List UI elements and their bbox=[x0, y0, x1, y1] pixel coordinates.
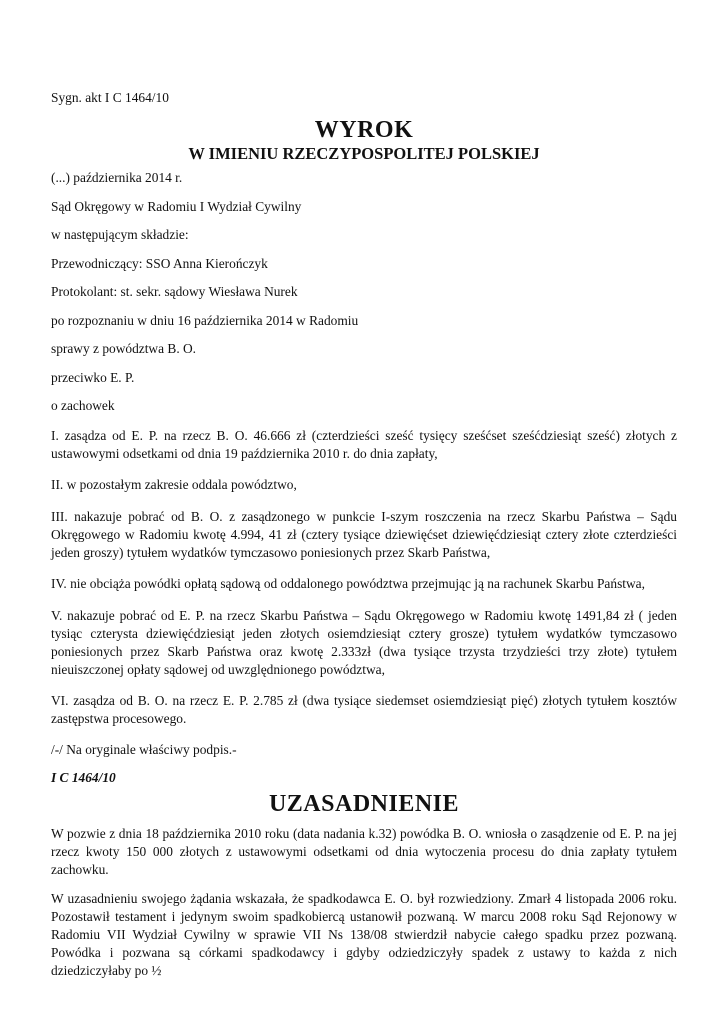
verdict-title: WYROK bbox=[314, 117, 414, 143]
justification-case-number: I C 1464/10 bbox=[51, 769, 116, 785]
verdict-point: I. zasądza od E. P. na rzecz B. O. 46.666 zł (czterdzieści sześć tysięcy sześćset sześćdziesiąt sześć) złotych z ustawowymi odsetkami od dnia 19 października 2010 r. do dnia zapłaty, bbox=[51, 427, 677, 461]
verdict-point: IV. nie obciąża powódki opłatą sądową od oddalonego powództwa przejmując ją na rachunek Skarbu Państwa, bbox=[51, 576, 645, 591]
verdict-point: II. w pozostałym zakresie oddala powództwo, bbox=[51, 477, 297, 492]
intro-line: Sąd Okręgowy w Radomiu I Wydział Cywilny bbox=[51, 198, 302, 214]
case-number: Sygn. akt I C 1464/10 bbox=[51, 90, 169, 105]
justification-paragraph: W uzasadnieniu swojego żądania wskazała, że spadkodawca E. O. był rozwiedziony. Zmarł 4 listopada 2006 roku. Pozostawił testament i jedynym swoim spadkobiercą ustanowił pozwaną. W marcu 2008 roku Sąd Rejonowy w Radomiu VII Wydział Cywilny w sprawie VII Ns 138/08 stwierdził nabycie całego spadku przez pozwaną. Powódka i pozwana są córkami spadkodawcy i gdyby odziedziczyły spadek z ustawy to każda z nich dziedziczyłaby po ½ bbox=[51, 890, 677, 978]
intro-line: Protokolant: st. sekr. sądowy Wiesława Nurek bbox=[51, 284, 298, 299]
signature-note: /-/ Na oryginale właściwy podpis.- bbox=[51, 741, 237, 757]
intro-line: Przewodniczący: SSO Anna Kierończyk bbox=[51, 255, 268, 271]
verdict-point: III. nakazuje pobrać od B. O. z zasądzonego w punkcie I-szym roszczenia na rzecz Skarbu Państwa – Sądu Okręgowego w Radomiu kwotę 4.994, 41 zł (cztery tysiące dziewięćset dziewięćdziesiąt cztery złote czterdzieści jeden groszy) tytułem wydatków tymczasowo poniesionych przez Skarb Państwa, bbox=[51, 508, 677, 560]
intro-line: o zachowek bbox=[51, 398, 115, 413]
intro-line: sprawy z powództwa B. O. bbox=[51, 341, 197, 356]
intro-line: (...) października 2014 r. bbox=[51, 170, 183, 185]
intro-line: przeciwko E. P. bbox=[51, 369, 135, 385]
verdict-point: VI. zasądza od B. O. na rzecz E. P. 2.785 zł (dwa tysiące siedemset osiemdziesiąt pięć) złotych tytułem kosztów zastępstwa procesowego. bbox=[51, 693, 677, 726]
intro-block bbox=[51, 170, 677, 413]
document-content bbox=[51, 90, 677, 991]
intro-line: po rozpoznaniu w dniu 16 października 2014 w Radomiu bbox=[51, 312, 359, 328]
intro-line: w następującym składzie: bbox=[51, 227, 189, 242]
justification-body bbox=[51, 825, 677, 980]
verdict-point: V. nakazuje pobrać od E. P. na rzecz Skarbu Państwa – Sądu Okręgowego w Radomiu kwotę 1491,84 zł ( jeden tysiąc czterysta dziewięćdziesiąt jeden złotych osiemdziesiąt cztery grosze) tytułem wydatków tymczasowo poniesionych przez Skarb Państwa oraz kwotę 2.333zł (dwa tysiące trzysta trzydzieści trzy złote) tytułem nieuiszczonej opłaty sądowej od uwzględnionego powództwa, bbox=[51, 607, 677, 677]
verdict-subtitle: W IMIENIU RZECZYPOSPOLITEJ POLSKIEJ bbox=[188, 144, 540, 163]
justification-paragraph: W pozwie z dnia 18 października 2010 roku (data nadania k.32) powódka B. O. wniosła o zasądzenie od E. P. na jej rzecz kwoty 150 000 złotych z ustawowymi odsetkami od dnia wytoczenia procesu do dnia zapłaty tytułem zachowku. bbox=[51, 825, 677, 877]
justification-title: UZASADNIENIE bbox=[268, 790, 460, 817]
verdict-points bbox=[51, 427, 677, 729]
